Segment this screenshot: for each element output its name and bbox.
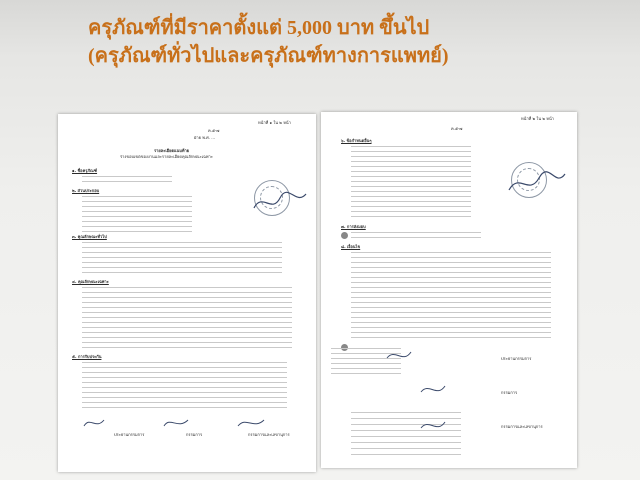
text-line bbox=[351, 292, 551, 293]
text-line bbox=[82, 332, 292, 333]
org-line: ฝ่าย พ.ศ. ... bbox=[194, 135, 216, 140]
slide-title bbox=[88, 14, 628, 70]
text-line bbox=[82, 347, 292, 348]
text-line bbox=[351, 302, 551, 303]
text-line bbox=[82, 221, 192, 222]
page-number: หน้าที่ ๑ ใน ๒ หน้า bbox=[258, 120, 291, 125]
text-line bbox=[82, 196, 192, 197]
text-line bbox=[351, 267, 551, 268]
signature-label-chairman: ประธานกรรมการ bbox=[114, 432, 145, 437]
text-line bbox=[82, 382, 287, 383]
document-page-left bbox=[58, 114, 316, 472]
signature-label-secretary: กรรมการและเลขานุการ bbox=[248, 432, 290, 437]
text-line bbox=[82, 337, 292, 338]
text-line bbox=[82, 342, 292, 343]
text-line bbox=[351, 211, 471, 212]
text-line bbox=[351, 262, 551, 263]
text-line bbox=[82, 176, 172, 177]
section-heading: ๔. คุณลักษณะเฉพาะ bbox=[72, 279, 109, 284]
text-line bbox=[351, 151, 471, 152]
slide-title-line1: ครุภัณฑ์ที่มีราคาตั้งแต่ 5,000 บาท ขึ้นไป bbox=[88, 17, 430, 39]
signature-label-chairman: ประธานกรรมการ bbox=[501, 356, 532, 361]
text-line bbox=[82, 307, 292, 308]
text-line bbox=[351, 272, 551, 273]
text-line bbox=[82, 257, 282, 258]
slide-title-line2: (ครุภัณฑ์ทั่วไปและครุภัณฑ์ทางการแพทย์) bbox=[88, 45, 449, 67]
text-line bbox=[82, 206, 192, 207]
text-line bbox=[82, 242, 282, 243]
text-line bbox=[351, 196, 471, 197]
text-line bbox=[351, 332, 551, 333]
text-line bbox=[351, 161, 471, 162]
text-line bbox=[82, 397, 287, 398]
form-number: ค.๕-๗ bbox=[451, 126, 463, 131]
text-line bbox=[82, 247, 282, 248]
text-line bbox=[82, 312, 292, 313]
signature-row bbox=[78, 414, 308, 432]
text-line bbox=[82, 297, 292, 298]
text-line bbox=[82, 201, 192, 202]
text-line bbox=[351, 322, 551, 323]
doc-subheading: ร่างขอบเขตของงานและรายละเอียดคุณลักษณะเฉพาะ bbox=[120, 154, 213, 159]
text-line bbox=[82, 372, 287, 373]
text-line bbox=[351, 307, 551, 308]
text-line bbox=[351, 206, 471, 207]
text-line bbox=[82, 322, 292, 323]
text-line bbox=[82, 362, 287, 363]
section-heading: ๒. ส่วนประกอบ bbox=[72, 188, 100, 193]
section-heading: ๗. การส่งมอบ bbox=[341, 224, 366, 229]
text-line bbox=[82, 267, 282, 268]
text-line bbox=[82, 226, 192, 227]
text-line bbox=[351, 312, 551, 313]
text-line bbox=[351, 146, 471, 147]
text-line bbox=[351, 257, 551, 258]
text-line bbox=[351, 297, 551, 298]
text-line bbox=[82, 317, 292, 318]
signature-label-secretary: กรรมการและเลขานุการ bbox=[501, 424, 543, 429]
punch-hole bbox=[341, 232, 348, 239]
text-line bbox=[351, 337, 551, 338]
handwritten-signature bbox=[505, 168, 569, 198]
text-line bbox=[82, 287, 292, 288]
doc-heading: รายละเอียดแนบท้าย bbox=[154, 148, 190, 153]
text-line bbox=[351, 282, 551, 283]
text-line bbox=[351, 181, 471, 182]
section-heading: ๖. ข้อกำหนดอื่นๆ bbox=[341, 138, 372, 143]
signature-label-member: กรรมการ bbox=[501, 390, 518, 395]
text-line bbox=[82, 272, 282, 273]
text-line bbox=[351, 287, 551, 288]
text-line bbox=[82, 377, 287, 378]
text-line bbox=[82, 292, 292, 293]
text-line bbox=[351, 216, 471, 217]
form-number: ค.๕-๗ bbox=[208, 128, 220, 133]
text-line bbox=[351, 156, 471, 157]
signature-label-member: กรรมการ bbox=[186, 432, 203, 437]
text-line bbox=[82, 216, 192, 217]
section-heading: ๘. เงื่อนไข bbox=[341, 244, 361, 249]
text-line bbox=[82, 302, 292, 303]
text-line bbox=[82, 327, 292, 328]
text-line bbox=[351, 317, 551, 318]
text-line bbox=[82, 387, 287, 388]
text-line bbox=[351, 166, 471, 167]
page-number: หน้าที่ ๒ ใน ๒ หน้า bbox=[521, 116, 554, 121]
text-line bbox=[82, 402, 287, 403]
text-line bbox=[82, 367, 287, 368]
text-line bbox=[82, 252, 282, 253]
text-line bbox=[351, 176, 471, 177]
text-line bbox=[351, 277, 551, 278]
text-line bbox=[82, 231, 192, 232]
text-line bbox=[351, 201, 471, 202]
text-line bbox=[82, 181, 172, 182]
section-heading: ๑. ชื่อครุภัณฑ์ bbox=[72, 168, 98, 173]
text-line bbox=[82, 407, 287, 408]
text-line bbox=[351, 327, 551, 328]
text-line bbox=[351, 171, 471, 172]
text-line bbox=[351, 252, 551, 253]
text-line bbox=[82, 392, 287, 393]
text-line bbox=[82, 262, 282, 263]
document-page-right bbox=[321, 112, 577, 468]
text-line bbox=[351, 232, 481, 233]
text-line bbox=[82, 211, 192, 212]
section-heading: ๓. คุณลักษณะทั่วไป bbox=[72, 234, 107, 239]
text-line bbox=[351, 191, 471, 192]
section-heading: ๕. การรับประกัน bbox=[72, 354, 102, 359]
signature-block bbox=[381, 348, 501, 458]
text-line bbox=[351, 186, 471, 187]
handwritten-signature bbox=[250, 188, 310, 216]
text-line bbox=[351, 237, 481, 238]
